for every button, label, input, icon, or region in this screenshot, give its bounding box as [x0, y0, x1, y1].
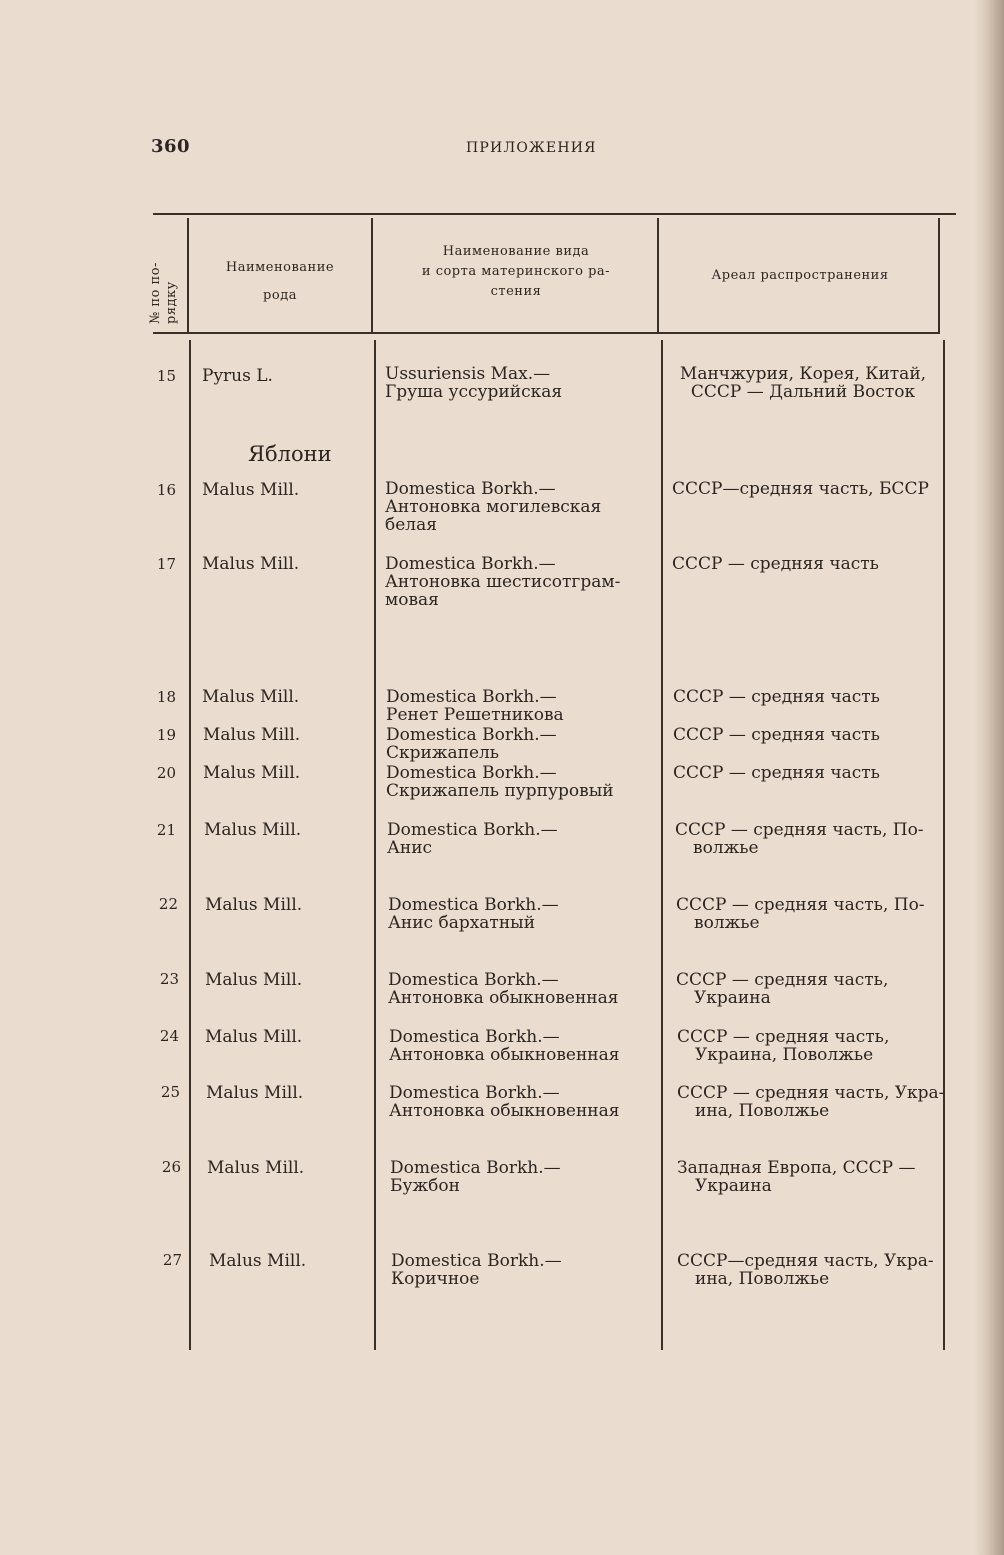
- row-19-species: [386, 726, 557, 762]
- species-line: Антоновка могилевская: [385, 497, 602, 517]
- column-divider-3: [657, 218, 659, 332]
- species-line: мовая: [385, 590, 439, 610]
- page-number: 360: [151, 136, 191, 157]
- row-22-genus: Malus Mill.: [205, 895, 303, 915]
- row-18-number: 18: [156, 688, 176, 706]
- species-line: Domestica Borkh.—: [386, 763, 557, 783]
- row-18-range: [673, 688, 880, 706]
- row-27-number: 27: [162, 1251, 182, 1269]
- row-25-genus: Malus Mill.: [206, 1083, 304, 1103]
- row-17-species: [385, 555, 620, 609]
- header-species-line2: и сорта материнского ра-: [421, 264, 611, 279]
- range-line: СССР — средняя часть: [673, 763, 880, 783]
- row-27-genus: Malus Mill.: [209, 1251, 307, 1271]
- row-23-range: [676, 971, 888, 1007]
- range-line: СССР—средняя часть, Укра-: [677, 1251, 934, 1271]
- range-line: Манчжурия, Корея, Китай,: [679, 364, 927, 384]
- row-27-species: [391, 1252, 562, 1288]
- row-26-range: [677, 1159, 916, 1195]
- species-line: Скрижапель пурпуровый: [386, 781, 614, 801]
- row-16-genus: Malus Mill.: [202, 480, 300, 500]
- column-divider-4-body: [943, 340, 945, 1350]
- species-line: Domestica Borkh.—: [391, 1251, 562, 1271]
- row-22-number: 22: [158, 895, 178, 913]
- row-19-number: 19: [156, 726, 176, 744]
- row-20-species: [386, 764, 614, 800]
- species-line: Ренет Решетникова: [386, 705, 564, 725]
- row-25-species: [389, 1084, 620, 1120]
- range-line: СССР — средняя часть, По-: [675, 820, 924, 840]
- header-genus: [192, 254, 368, 310]
- column-divider-3-body: [661, 340, 663, 1350]
- row-27-range: [677, 1252, 934, 1288]
- species-line: Анис бархатный: [388, 913, 536, 933]
- header-range-text: Ареал распространения: [711, 268, 889, 283]
- species-line: Антоновка обыкновенная: [388, 988, 619, 1008]
- range-line: СССР — средняя часть,: [677, 1027, 890, 1047]
- section-heading-apples: Яблони: [248, 442, 332, 466]
- row-16-species: [385, 480, 601, 534]
- range-line: Западная Европа, СССР —: [677, 1158, 916, 1178]
- row-16-range: [672, 480, 929, 498]
- header-genus-line1: Наименование: [225, 260, 335, 275]
- column-divider-1: [187, 218, 189, 332]
- species-line: Domestica Borkh.—: [387, 820, 558, 840]
- row-26-number: 26: [161, 1158, 181, 1176]
- row-21-species: [387, 821, 558, 857]
- species-line: Domestica Borkh.—: [388, 970, 559, 990]
- row-24-number: 24: [159, 1027, 179, 1045]
- species-line: Груша уссурийская: [385, 382, 563, 402]
- range-line: СССР — средняя часть, Укра-: [677, 1083, 945, 1103]
- species-line: Ussuriensis Max.—: [385, 364, 551, 384]
- row-22-species: [388, 896, 559, 932]
- column-divider-2: [371, 218, 373, 332]
- row-21-genus: Malus Mill.: [204, 820, 302, 840]
- row-16-number: 16: [156, 481, 176, 499]
- header-genus-line2: рода: [263, 288, 297, 303]
- row-15-range: [672, 365, 934, 401]
- row-17-range: [672, 555, 879, 573]
- range-line: Украина: [695, 1176, 772, 1196]
- row-18-genus: Malus Mill.: [202, 687, 300, 707]
- header-number-line1: № по по-: [148, 262, 163, 324]
- species-line: Антоновка обыкновенная: [389, 1045, 620, 1065]
- range-line: СССР — средняя часть: [673, 687, 880, 707]
- row-24-species: [389, 1028, 620, 1064]
- species-line: Domestica Borkh.—: [390, 1158, 561, 1178]
- row-21-number: 21: [156, 821, 176, 839]
- row-21-range: [675, 821, 937, 857]
- row-24-range: [677, 1028, 889, 1064]
- species-line: Domestica Borkh.—: [386, 687, 557, 707]
- row-15-genus: Pyrus L.: [202, 366, 273, 386]
- range-line: волжье: [694, 913, 760, 933]
- species-line: Коричное: [391, 1269, 480, 1289]
- range-line: СССР — Дальний Восток: [690, 382, 916, 402]
- species-line: Domestica Borkh.—: [385, 554, 556, 574]
- row-25-range: [677, 1084, 944, 1120]
- species-line: Бужбон: [390, 1176, 460, 1196]
- species-line: Domestica Borkh.—: [385, 479, 556, 499]
- row-22-range: [676, 896, 938, 932]
- row-20-range: [673, 764, 880, 782]
- row-24-genus: Malus Mill.: [205, 1027, 303, 1047]
- row-17-genus: Malus Mill.: [202, 554, 300, 574]
- range-line: СССР — средняя часть, По-: [676, 895, 925, 915]
- range-line: ина, Поволжье: [695, 1101, 830, 1121]
- range-line: СССР — средняя часть: [673, 725, 880, 745]
- column-divider-4: [938, 218, 940, 332]
- header-species: [378, 242, 654, 302]
- header-range: [662, 266, 938, 286]
- range-line: СССР — средняя часть: [672, 554, 879, 574]
- range-line: СССР—средняя часть, БССР: [672, 479, 929, 499]
- running-head: ПРИЛОЖЕНИЯ: [466, 140, 597, 156]
- row-26-species: [390, 1159, 561, 1195]
- column-divider-1-body: [189, 340, 191, 1350]
- species-line: Domestica Borkh.—: [389, 1027, 560, 1047]
- header-species-line1: Наименование вида: [442, 244, 590, 259]
- species-line: Domestica Borkh.—: [388, 895, 559, 915]
- header-number-line2: рядку: [164, 281, 179, 324]
- row-23-genus: Malus Mill.: [205, 970, 303, 990]
- page-edge-shadow: [974, 0, 1004, 1555]
- species-line: Антоновка обыкновенная: [389, 1101, 620, 1121]
- species-line: Domestica Borkh.—: [389, 1083, 560, 1103]
- column-divider-2-body: [374, 340, 376, 1350]
- row-23-number: 23: [159, 970, 179, 988]
- species-line: белая: [385, 515, 437, 535]
- header-species-line3: стения: [490, 284, 542, 299]
- row-19-range: [673, 726, 880, 744]
- species-line: Domestica Borkh.—: [386, 725, 557, 745]
- row-15-number: 15: [156, 367, 176, 385]
- table-top-rule: [153, 213, 956, 215]
- range-line: ина, Поволжье: [695, 1269, 830, 1289]
- header-bottom-rule: [153, 332, 940, 334]
- row-20-number: 20: [156, 764, 176, 782]
- row-17-number: 17: [156, 555, 176, 573]
- row-15-species: [385, 365, 562, 401]
- range-line: волжье: [693, 838, 759, 858]
- range-line: Украина, Поволжье: [695, 1045, 874, 1065]
- row-25-number: 25: [160, 1083, 180, 1101]
- species-line: Скрижапель: [386, 743, 500, 763]
- row-26-genus: Malus Mill.: [207, 1158, 305, 1178]
- range-line: СССР — средняя часть,: [676, 970, 889, 990]
- row-23-species: [388, 971, 619, 1007]
- header-number: [148, 232, 180, 324]
- row-18-species: [386, 688, 564, 724]
- row-20-genus: Malus Mill.: [203, 763, 301, 783]
- species-line: Антоновка шестисотграм-: [385, 572, 621, 592]
- species-line: Анис: [387, 838, 433, 858]
- row-19-genus: Malus Mill.: [203, 725, 301, 745]
- range-line: Украина: [694, 988, 771, 1008]
